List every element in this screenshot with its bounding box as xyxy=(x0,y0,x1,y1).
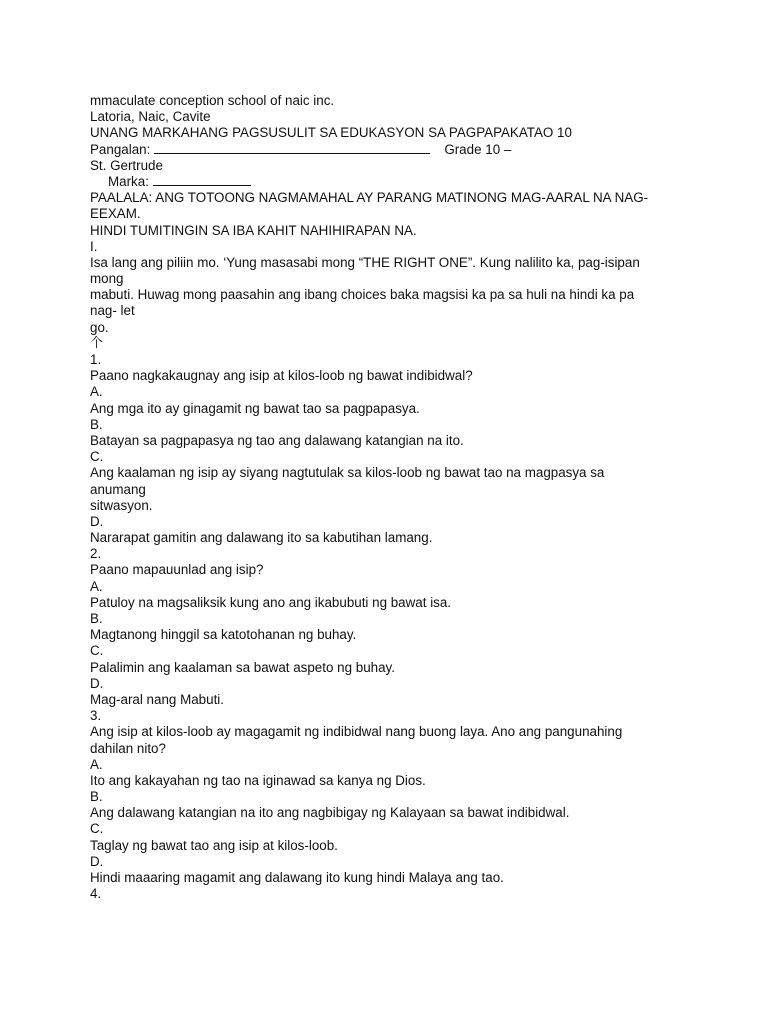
school-name: mmaculate conception school of naic inc. xyxy=(90,93,335,108)
reminder-line: EEXAM. xyxy=(90,206,141,222)
question-number: 3. xyxy=(90,708,102,724)
choice-text: Hindi maaaring magamit ang dalawang ito kung hindi Malaya ang tao. xyxy=(90,870,504,885)
choice-text: sitwasyon. xyxy=(90,497,153,513)
arrow-symbol: 个 xyxy=(90,335,104,351)
choice-letter: B. xyxy=(90,416,103,432)
school-address: Latoria, Naic, Cavite xyxy=(90,109,211,125)
question-number: 2. xyxy=(90,546,102,562)
choice-letter: A. xyxy=(90,578,103,594)
name-row xyxy=(90,142,690,158)
choice-letter: D. xyxy=(90,853,104,869)
instruction-line: nag- let xyxy=(90,303,135,319)
section-name: St. Gertrude xyxy=(90,157,163,173)
choice-letter: B. xyxy=(90,789,103,805)
instruction-line: go. xyxy=(90,319,109,335)
choice-text: Ito ang kakayahan ng tao na iginawad sa kanya ng Dios. xyxy=(90,772,426,788)
choice-text: anumang xyxy=(90,481,146,497)
grade-label: Grade 10 – xyxy=(444,141,512,157)
choice-letter: D. xyxy=(90,513,104,529)
choice-text: Magtanong hinggil sa katotohanan ng buhay. xyxy=(90,627,357,643)
choice-text: Ang dalawang katangian na ito ang nagbibigay ng Kalayaan sa bawat indibidwal. xyxy=(90,805,570,821)
exam-title: UNANG MARKAHANG PAGSUSULIT SA EDUKASYON SA PAGPAPAKATAO 10 xyxy=(90,125,572,141)
name-label: Pangalan: xyxy=(90,141,151,157)
instruction-line: Isa lang ang piliin mo. ‘Yung masasabi mong “THE RIGHT ONE”. Kung nalilito ka, pag-isipan xyxy=(90,254,640,270)
question-stem: dahilan nito? xyxy=(90,740,166,756)
question-number: 1. xyxy=(90,352,102,367)
marka-label: Marka: xyxy=(108,173,149,189)
marka-row xyxy=(90,174,690,190)
choice-text: Nararapat gamitin ang dalawang ito sa kabutihan lamang. xyxy=(90,530,433,546)
exam-document xyxy=(90,93,690,902)
choice-text: Mag-aral nang Mabuti. xyxy=(90,691,224,707)
choice-text: Patuloy na magsaliksik kung ano ang ikabubuti ng bawat isa. xyxy=(90,594,452,610)
question-stem: Paano mapauunlad ang isip? xyxy=(90,562,264,578)
choice-letter: A. xyxy=(90,756,103,772)
instruction-line: mabuti. Huwag mong paasahin ang ibang choices baka magsisi ka pa sa huli na hindi ka pa xyxy=(90,287,635,303)
choice-letter: D. xyxy=(90,675,104,691)
instruction-line: mong xyxy=(90,271,124,287)
question-number: 4. xyxy=(90,886,102,902)
reminder-line: HINDI TUMITINGIN SA IBA KAHIT NAHIHIRAPAN NA. xyxy=(90,222,417,238)
choice-text: Ang mga ito ay ginagamit ng bawat tao sa pagpapasya. xyxy=(90,400,420,416)
name-blank-line xyxy=(154,142,430,154)
reminder-line: PAALALA: ANG TOTOONG NAGMAMAHAL AY PARANG MATINONG MAG-AARAL NA NAG- xyxy=(90,190,649,206)
choice-letter: B. xyxy=(90,611,103,626)
question-stem: Paano nagkakaugnay ang isip at kilos-loob ng bawat indibidwal? xyxy=(90,368,473,384)
choice-letter: C. xyxy=(90,449,104,465)
choice-text: Taglay ng bawat tao ang isip at kilos-loob. xyxy=(90,837,338,853)
choice-letter: C. xyxy=(90,821,104,837)
question-stem: Ang isip at kilos-loob ay magagamit ng indibidwal nang buong laya. Ano ang pangunahing xyxy=(90,724,623,740)
choice-text: Ang kaalaman ng isip ay siyang nagtutulak sa kilos-loob ng bawat tao na magpasya sa xyxy=(90,465,605,481)
choice-text: Palalimin ang kaalaman sa bawat aspeto ng buhay. xyxy=(90,659,395,675)
marka-blank-line xyxy=(153,174,251,186)
choice-text: Batayan sa pagpapasya ng tao ang dalawang katangian na ito. xyxy=(90,432,464,448)
choice-letter: A. xyxy=(90,384,103,400)
part-numeral: I. xyxy=(90,238,98,254)
choice-letter: C. xyxy=(90,643,104,659)
